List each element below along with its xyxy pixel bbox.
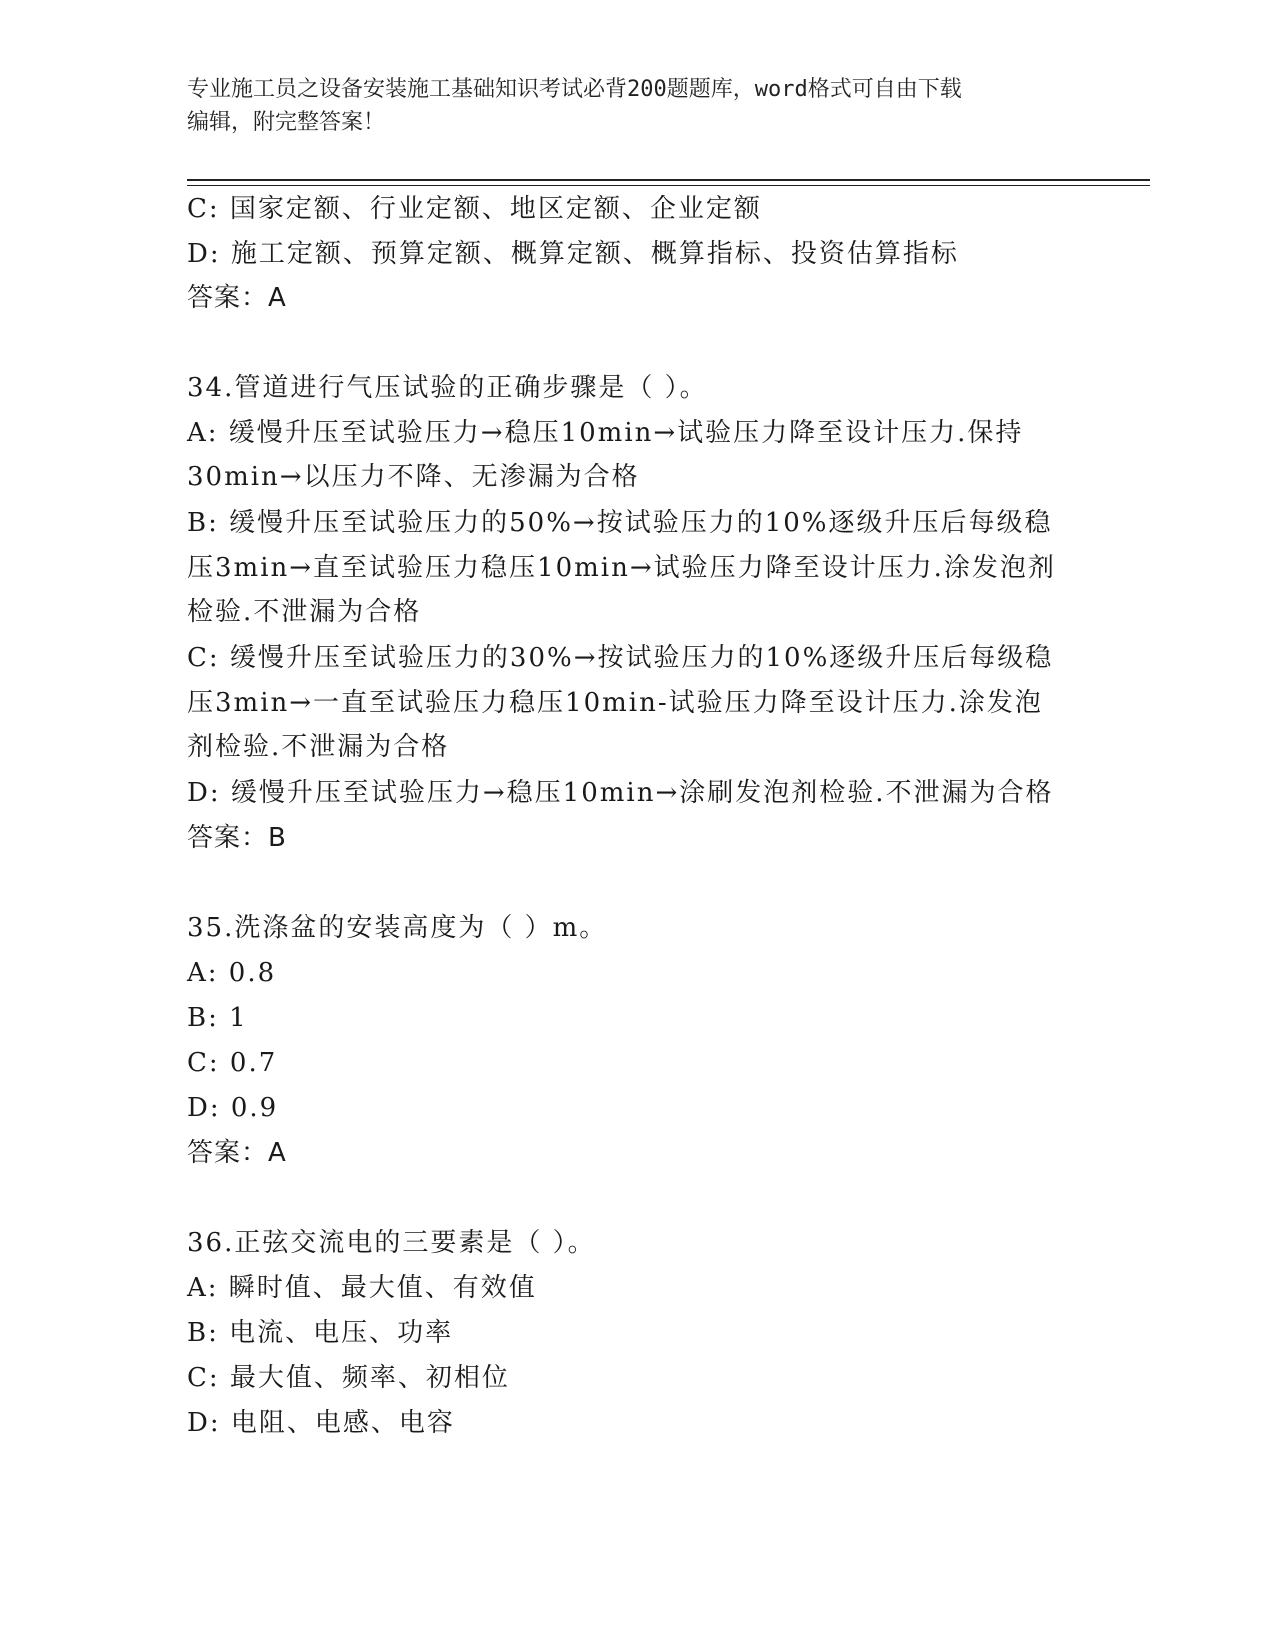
q34-option-b-line2: 压3min→直至试验压力稳压10min→试验压力降至设计压力.涂发泡剂 bbox=[187, 553, 1056, 583]
header-divider-bottom bbox=[187, 185, 1150, 186]
q34-stem: 34.管道进行气压试验的正确步骤是（ ）。 bbox=[187, 373, 708, 403]
q33-option-d: D: 施工定额、预算定额、概算定额、概算指标、投资估算指标 bbox=[187, 239, 959, 269]
q35-option-a: A: 0.8 bbox=[187, 958, 277, 988]
header-divider-top bbox=[187, 179, 1150, 181]
document-header bbox=[187, 73, 1067, 139]
q35-answer: 答案：A bbox=[187, 1138, 287, 1168]
q35-option-b: B: 1 bbox=[187, 1003, 248, 1033]
q36-stem: 36.正弦交流电的三要素是（ ）。 bbox=[187, 1228, 596, 1258]
q33-answer: 答案：A bbox=[187, 283, 287, 313]
q34-option-c-line2: 压3min→一直至试验压力稳压10min-试验压力降至设计压力.涂发泡 bbox=[187, 688, 1043, 718]
q34-option-b-line1: B: 缓慢升压至试验压力的50%→按试验压力的10%逐级升压后每级稳 bbox=[187, 508, 1053, 538]
q34-option-d: D: 缓慢升压至试验压力→稳压10min→涂刷发泡剂检验.不泄漏为合格 bbox=[187, 778, 1054, 808]
q35-option-d: D: 0.9 bbox=[187, 1093, 279, 1123]
header-line-1: 专业施工员之设备安装施工基础知识考试必背200题题库，word格式可自由下载 bbox=[187, 77, 962, 102]
q34-option-a-line2: 30min→以压力不降、无渗漏为合格 bbox=[187, 462, 640, 492]
q36-option-c: C: 最大值、频率、初相位 bbox=[187, 1363, 510, 1393]
q35-stem: 35.洗涤盆的安装高度为（ ）m。 bbox=[187, 913, 608, 943]
q34-option-c-line3: 剂检验.不泄漏为合格 bbox=[187, 732, 450, 762]
header-line-2: 编辑，附完整答案！ bbox=[187, 110, 386, 135]
q36-option-b: B: 电流、电压、功率 bbox=[187, 1318, 454, 1348]
q33-option-c: C: 国家定额、行业定额、地区定额、企业定额 bbox=[187, 194, 762, 224]
q36-option-d: D: 电阻、电感、电容 bbox=[187, 1408, 455, 1438]
q34-option-c-line1: C: 缓慢升压至试验压力的30%→按试验压力的10%逐级升压后每级稳 bbox=[187, 643, 1054, 673]
q36-option-a: A: 瞬时值、最大值、有效值 bbox=[187, 1273, 537, 1303]
q34-option-a-line1: A: 缓慢升压至试验压力→稳压10min→试验压力降至设计压力.保持 bbox=[187, 418, 1024, 448]
q34-option-b-line3: 检验.不泄漏为合格 bbox=[187, 597, 422, 627]
q34-answer: 答案：B bbox=[187, 823, 287, 853]
q35-option-c: C: 0.7 bbox=[187, 1048, 278, 1078]
